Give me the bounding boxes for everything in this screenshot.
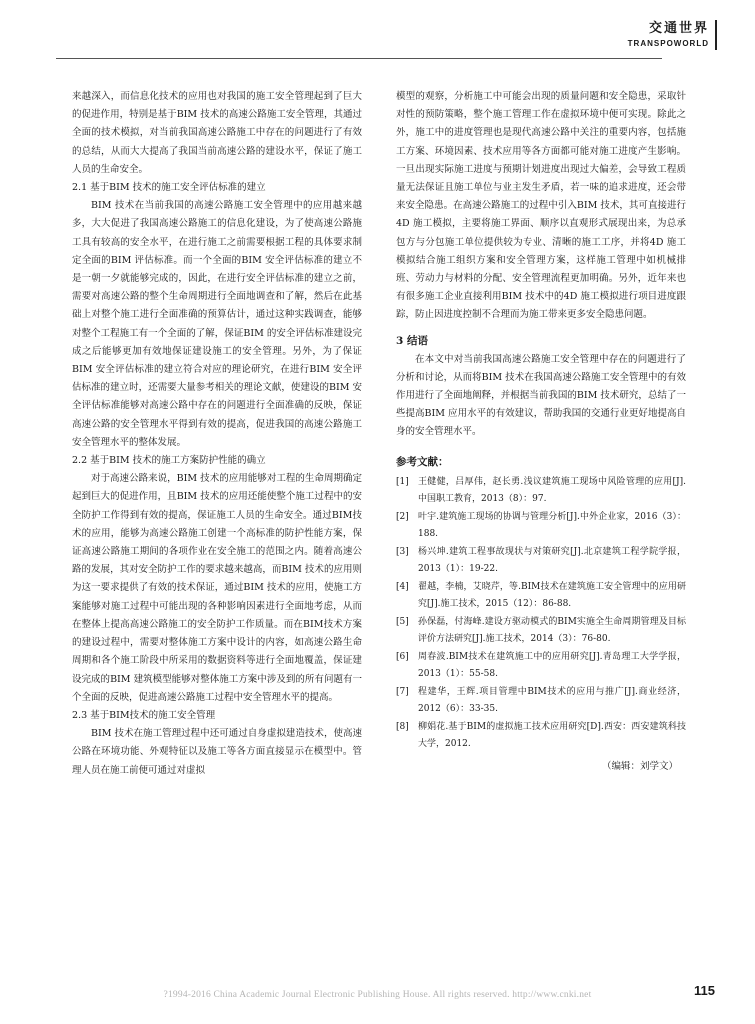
- reference-item: [396, 614, 686, 649]
- reference-number: [4]: [396, 581, 409, 592]
- copyright-footer: ?1994-2016 China Academic Journal Electronic Publishing House. All rights reserved. http://www.cnki.net: [163, 990, 592, 1000]
- body-paragraph: BIM 技术在当前我国的高速公路施工安全管理中的应用越来越多，大大促进了我国高速公路施工的信息化建设，为了使高速公路施工具有较高的安全水平，在进行施工之前需要根据工程的具体要求制定全面的BIM 评估标准。而一个全面的BIM 安全评估标准的建立不是一朝一夕就能够完成的，因此，在进行安全评估标准的建立之前，需要对高速公路的整个生命周期进行全面地调查和了解，然后在此基础上对整个施工进行全面准确的预算估计，通过这种实践调查，能够对整个工程施工有一个全面的了解，保证BIM 的安全评估标准建设完成之后能够更加有效地保证建设施工的安全管理。另外，为了保证BIM 安全评估标准的建立符合对应的理论研究，在进行BIM 安全评估标准的建立时，还需要大量参考相关的理论文献，使建设的BIM 安全评估标准能够对高速公路中存在的问题进行全面准确的反映，保证高速公路的安全管理水平得到有效的提高，促进我国的高速公路施工安全管理水平的整体发展。: [72, 200, 362, 448]
- right-column: [396, 88, 686, 776]
- reference-number: [2]: [396, 511, 409, 522]
- references-title: 参考文献：: [396, 455, 449, 468]
- reference-item: [396, 544, 686, 579]
- reference-text: 程建华，王辉.项目管理中BIM技术的应用与推广[J].商业经济，2012（6）：33-35.: [418, 686, 686, 715]
- reference-item: [396, 509, 686, 544]
- subsection-heading: 2.2 基于BIM 技术的施工方案防护性能的确立: [72, 455, 266, 467]
- reference-number: [5]: [396, 616, 409, 627]
- right-column-body: [396, 88, 686, 442]
- reference-text: 孙保磊，付海峰.建设方驱动模式的BIM实施全生命周期管理及目标评价方法研究[J].施工技术，2014（3）：76-80.: [418, 616, 686, 645]
- page-number: 115: [694, 983, 715, 998]
- reference-text: 叶宇.建筑施工现场的协调与管理分析[J].中外企业家，2016（3）：188.: [418, 511, 686, 540]
- section-heading: 3 结语: [396, 334, 428, 347]
- header-divider: [56, 58, 662, 59]
- reference-number: [8]: [396, 721, 409, 732]
- reference-number: [3]: [396, 546, 409, 557]
- reference-number: [7]: [396, 686, 409, 697]
- reference-item: [396, 474, 686, 509]
- reference-text: 杨兴坤.建筑工程事故现状与对策研究[J].北京建筑工程学院学报，2013（1）：19-22.: [418, 546, 686, 575]
- subsection-heading: 2.3 基于BIM技术的施工安全管理: [72, 709, 216, 721]
- body-paragraph: 在本文中对当前我国高速公路施工安全管理中存在的问题进行了分析和讨论，从而将BIM 技术在我国高速公路施工安全管理中的有效作用进行了全面地阐释，并根据当前我国的BIM 技术研究，总结了一些提高BIM 应用水平的有效建议，帮助我国的交通行业更好地提高自身的安全管理水平。: [396, 353, 686, 438]
- body-paragraph: 对于高速公路来说，BIM 技术的应用能够对工程的生命周期确定起到巨大的促进作用，且BIM 技术的应用还能使整个施工过程中的安全防护工作得到有效的提高，保证施工人员的生命安全。通过BIM技术的应用，能够为高速公路施工创建一个高标准的防护性能方案，保证高速公路施工期间的各项作业在安全施工的范围之内。随着高速公路的发展，其对安全防护工作的要求越来越高，而BIM 技术的应用则为这一要求提供了有效的技术保证，通过BIM 技术的应用，使施工方案能够对施工过程中可能出现的各种影响因素进行全面地考虑，从而在整体上提高高速公路施工的安全防护工作质量。而在BIM技术方案的建设过程中，需要对整体施工方案中设计的内容，如高速公路生命周期和各个施工阶段中所采用的数据资料等进行全面地覆盖，保证建设完成的BIM 建筑模型能够对整体施工方案中涉及到的所有问题有一个全面的反映，促进高速公路施工过程中安全管理水平的提高。: [72, 473, 362, 703]
- references-list: [396, 474, 686, 754]
- reference-text: 王健健，吕厚伟，赵长勇.浅议建筑施工现场中风险管理的应用[J].中国职工教育，2013（8）：97.: [418, 476, 686, 505]
- reference-number: [1]: [396, 476, 409, 487]
- reference-item: [396, 684, 686, 719]
- reference-item: [396, 649, 686, 684]
- body-paragraph: 模型的观察，分析施工中可能会出现的质量问题和安全隐患，采取针对性的预防策略，整个施工管理工作在虚拟环境中便可实现。除此之外，施工中的进度管理也是现代高速公路中关注的重要内容，包括施工方案、环境因素、技术应用等各方面都可能对施工进度产生影响。一旦出现实际施工进度与预期计划进度出现过大偏差，会导致工程质量无法保证且施工单位与业主发生矛盾，若一味的追求进度，还会带来安全隐患。在高速公路施工的过程中引入BIM 技术，其可直接进行4D 施工模拟，主要将施工界面、顺序以直观形式展现出来，为总承包方与分包施工单位提供较为专业、清晰的施工工序，并将4D 施工模拟结合施工组织方案和安全管理方案，这样施工管理中如机械排班、劳动力与材料的分配、安全管理流程更加明确。另外，近年来也有很多施工企业直接利用BIM 技术中的4D 施工模拟进行项目进度跟踪，防止因进度控制不合理而为施工带来更多安全隐患问题。: [396, 91, 686, 321]
- body-paragraph: 来越深入，而信息化技术的应用也对我国的施工安全管理起到了巨大的促进作用，特别是基于BIM 技术的高速公路施工安全管理，其通过全面的技术模拟，对当前我国高速公路施工中存在的问题进行了有效的总结，从而大大提高了我国当前高速公路的建设水平，保证了施工人员的生命安全。: [72, 91, 362, 175]
- reference-item: [396, 579, 686, 614]
- reference-item: [396, 719, 686, 754]
- journal-header: [628, 20, 717, 50]
- reference-number: [6]: [396, 651, 409, 662]
- editor-note: （编辑：刘学文）: [601, 760, 678, 772]
- reference-text: 周春波.BIM技术在建筑施工中的应用研究[J].青岛理工大学学报，2013（1）：55-58.: [418, 651, 686, 680]
- subsection-heading: 2.1 基于BIM 技术的施工安全评估标准的建立: [72, 182, 266, 194]
- left-column: [72, 88, 362, 780]
- reference-text: 翟越，李楠，艾晓芹，等.BIM技术在建筑施工安全管理中的应用研究[J].施工技术，2015（12）：86-88.: [418, 581, 686, 610]
- reference-text: 柳娟花.基于BIM的虚拟施工技术应用研究[D].西安：西安建筑科技大学，2012.: [418, 721, 686, 750]
- journal-title-zh: 交通世界: [648, 21, 709, 36]
- journal-title-en: TRANSPOWORLD: [627, 39, 709, 48]
- body-paragraph: BIM 技术在施工管理过程中还可通过自身虚拟建造技术，使高速公路在环境功能、外观特征以及施工等各方面直接显示在模型中。管理人员在施工前便可通过对虚拟: [72, 728, 362, 776]
